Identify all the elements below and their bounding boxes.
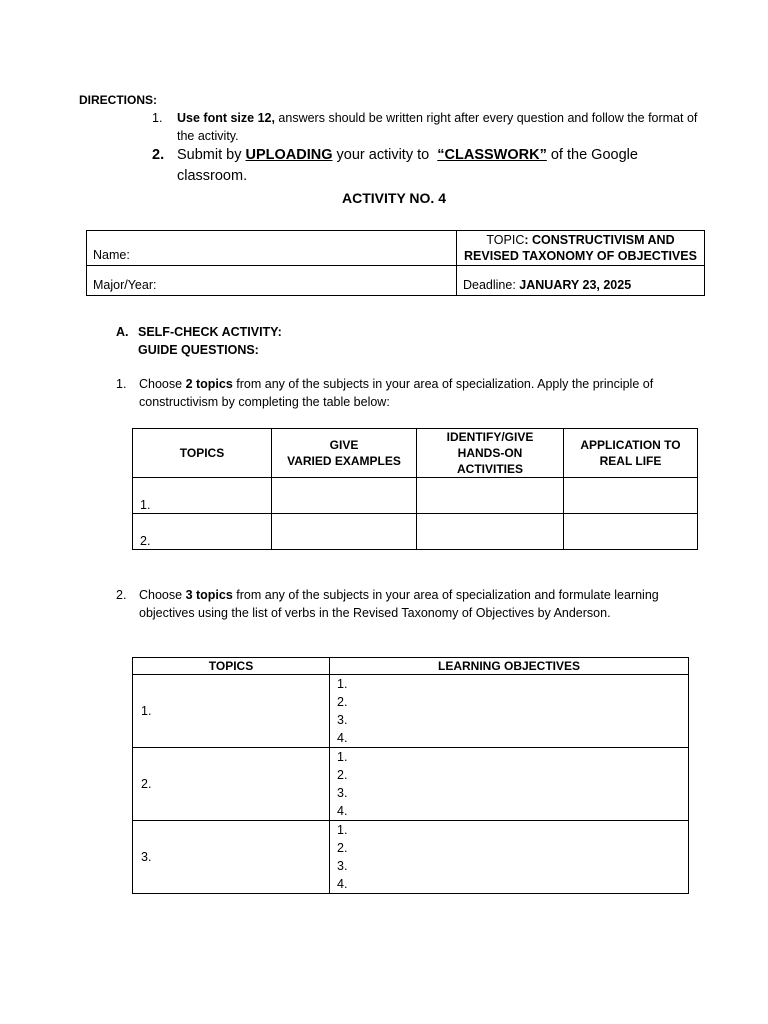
- direction-post: of the Google classroom.: [177, 147, 638, 184]
- objective-line: 3.: [337, 713, 348, 727]
- topic-value: : CONSTRUCTIVISM AND REVISED TAXONOMY OF OBJECTIVES: [464, 233, 697, 263]
- learning-objectives-table: [132, 657, 689, 894]
- deadline-label: Deadline:: [463, 278, 520, 292]
- application-cell[interactable]: [564, 478, 698, 514]
- constructivism-table: [132, 428, 698, 550]
- hands-on-cell[interactable]: [417, 478, 564, 514]
- objective-line: 1.: [337, 750, 348, 764]
- section-a-heading: [116, 323, 282, 359]
- question-rest: from any of the subjects in your area of specialization and formulate learning objectives using the list of verbs in the Revised Taxonomy of Objectives by Anderson.: [139, 588, 659, 620]
- header-learning-objectives: LEARNING OBJECTIVES: [330, 658, 689, 675]
- application-cell[interactable]: [564, 514, 698, 550]
- table-row: [133, 514, 698, 550]
- objectives-cell[interactable]: [330, 821, 689, 894]
- objectives-cell[interactable]: [330, 675, 689, 748]
- header-topics: TOPICS: [133, 429, 272, 478]
- major-year-field[interactable]: Major/Year:: [87, 266, 457, 296]
- table-row: [133, 478, 698, 514]
- header-hands-on: IDENTIFY/GIVE HANDS-ON ACTIVITIES: [417, 429, 564, 478]
- objective-line: 4.: [337, 804, 348, 818]
- section-letter: A.: [116, 325, 129, 339]
- objectives-cell[interactable]: [330, 748, 689, 821]
- objective-line: 1.: [337, 677, 348, 691]
- question-pre: Choose: [139, 588, 186, 602]
- question-1: [116, 375, 706, 411]
- table-row: [133, 675, 689, 748]
- objective-line: 2.: [337, 841, 348, 855]
- topic-cell: [457, 231, 705, 266]
- row-topic-cell[interactable]: 3.: [133, 821, 330, 894]
- directions-label: DIRECTIONS:: [79, 93, 157, 107]
- classwork-emphasis: “CLASSWORK”: [437, 147, 547, 163]
- row-topic-cell[interactable]: 2.: [133, 748, 330, 821]
- question-emphasis: 3 topics: [185, 588, 233, 602]
- direction-mid: your activity to: [332, 147, 438, 163]
- topic-prefix: TOPIC: [486, 233, 525, 247]
- deadline-value: JANUARY 23, 2025: [519, 278, 632, 292]
- objective-line: 3.: [337, 859, 348, 873]
- direction-text: [177, 109, 712, 145]
- examples-cell[interactable]: [272, 478, 417, 514]
- uploading-emphasis: UPLOADING: [245, 147, 333, 163]
- question-emphasis: 2 topics: [185, 377, 233, 391]
- direction-number: 2.: [152, 147, 165, 163]
- question-rest: from any of the subjects in your area of specialization. Apply the principle of constructivism by completing the table below:: [139, 377, 654, 409]
- name-field[interactable]: Name:: [87, 231, 457, 266]
- objective-line: 2.: [337, 695, 348, 709]
- direction-emphasis: Use font size 12,: [177, 111, 275, 125]
- header-topics: TOPICS: [133, 658, 330, 675]
- question-text: [139, 586, 706, 622]
- hands-on-cell[interactable]: [417, 514, 564, 550]
- direction-text: [177, 145, 712, 187]
- objective-line: 1.: [337, 823, 348, 837]
- question-pre: Choose: [139, 377, 186, 391]
- table-row: [133, 821, 689, 894]
- section-line-1: SELF-CHECK ACTIVITY:: [138, 325, 282, 339]
- question-text: [139, 375, 706, 411]
- direction-rest: answers should be written right after every question and follow the format of the activity.: [177, 111, 698, 143]
- row-topic-cell[interactable]: 1.: [133, 478, 272, 514]
- direction-item-1: [152, 109, 712, 145]
- direction-item-2: [152, 145, 712, 187]
- section-line-2: GUIDE QUESTIONS:: [138, 343, 259, 357]
- question-number: 1.: [116, 377, 127, 391]
- header-varied-examples: GIVE VARIED EXAMPLES: [272, 429, 417, 478]
- header-application: APPLICATION TO REAL LIFE: [564, 429, 698, 478]
- direction-pre: Submit by: [177, 147, 246, 163]
- objective-line: 3.: [337, 786, 348, 800]
- direction-number: 1.: [152, 111, 163, 125]
- activity-title: ACTIVITY NO. 4: [342, 190, 446, 206]
- row-topic-cell[interactable]: 2.: [133, 514, 272, 550]
- objective-line: 4.: [337, 731, 348, 745]
- table-row: [133, 748, 689, 821]
- question-number: 2.: [116, 588, 127, 602]
- examples-cell[interactable]: [272, 514, 417, 550]
- question-2: [116, 586, 706, 622]
- student-info-table: [86, 230, 705, 296]
- deadline-cell: [457, 266, 705, 296]
- objective-line: 4.: [337, 877, 348, 891]
- row-topic-cell[interactable]: 1.: [133, 675, 330, 748]
- objective-line: 2.: [337, 768, 348, 782]
